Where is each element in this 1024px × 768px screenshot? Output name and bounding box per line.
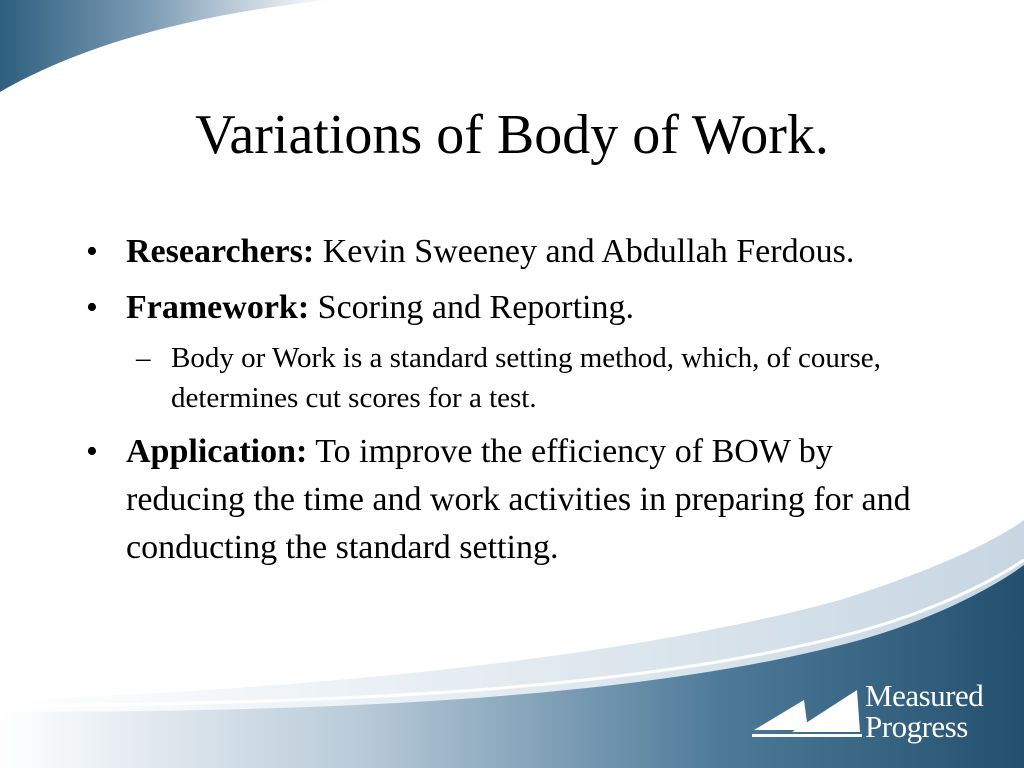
sub-bullet-glyph: – (136, 342, 151, 374)
bullet-item-framework (86, 284, 946, 332)
bullet-list (86, 228, 946, 580)
bullet-glyph: • (86, 233, 98, 270)
bullet-text: Kevin Sweeney and Abdullah Ferdous. (314, 233, 855, 270)
bullet-text: Scoring and Reporting. (309, 289, 634, 326)
bullet-item-researchers (86, 228, 946, 276)
bullet-text: To improve the efficiency of BOW by reducing the time and work activities in preparing for and conducting the standard setting. (126, 433, 911, 566)
bullet-glyph: • (86, 289, 98, 326)
bullet-item-application (86, 428, 946, 572)
bullet-glyph: • (86, 433, 98, 470)
logo-wordmark (865, 680, 983, 742)
slide-title: Variations of Body of Work. (195, 104, 829, 166)
sub-bullet-text: Body or Work is a standard setting method, which, of course, determines cut scores for a test. (171, 342, 881, 414)
bullet-label: Researchers: (126, 233, 315, 270)
logo-line-2: Progress (865, 709, 968, 744)
sub-bullet-item (86, 338, 946, 418)
logo-line-1: Measured (865, 678, 984, 713)
top-swoosh (0, 0, 330, 92)
bullet-label: Framework: (126, 289, 310, 326)
bullet-label: Application: (126, 433, 308, 470)
